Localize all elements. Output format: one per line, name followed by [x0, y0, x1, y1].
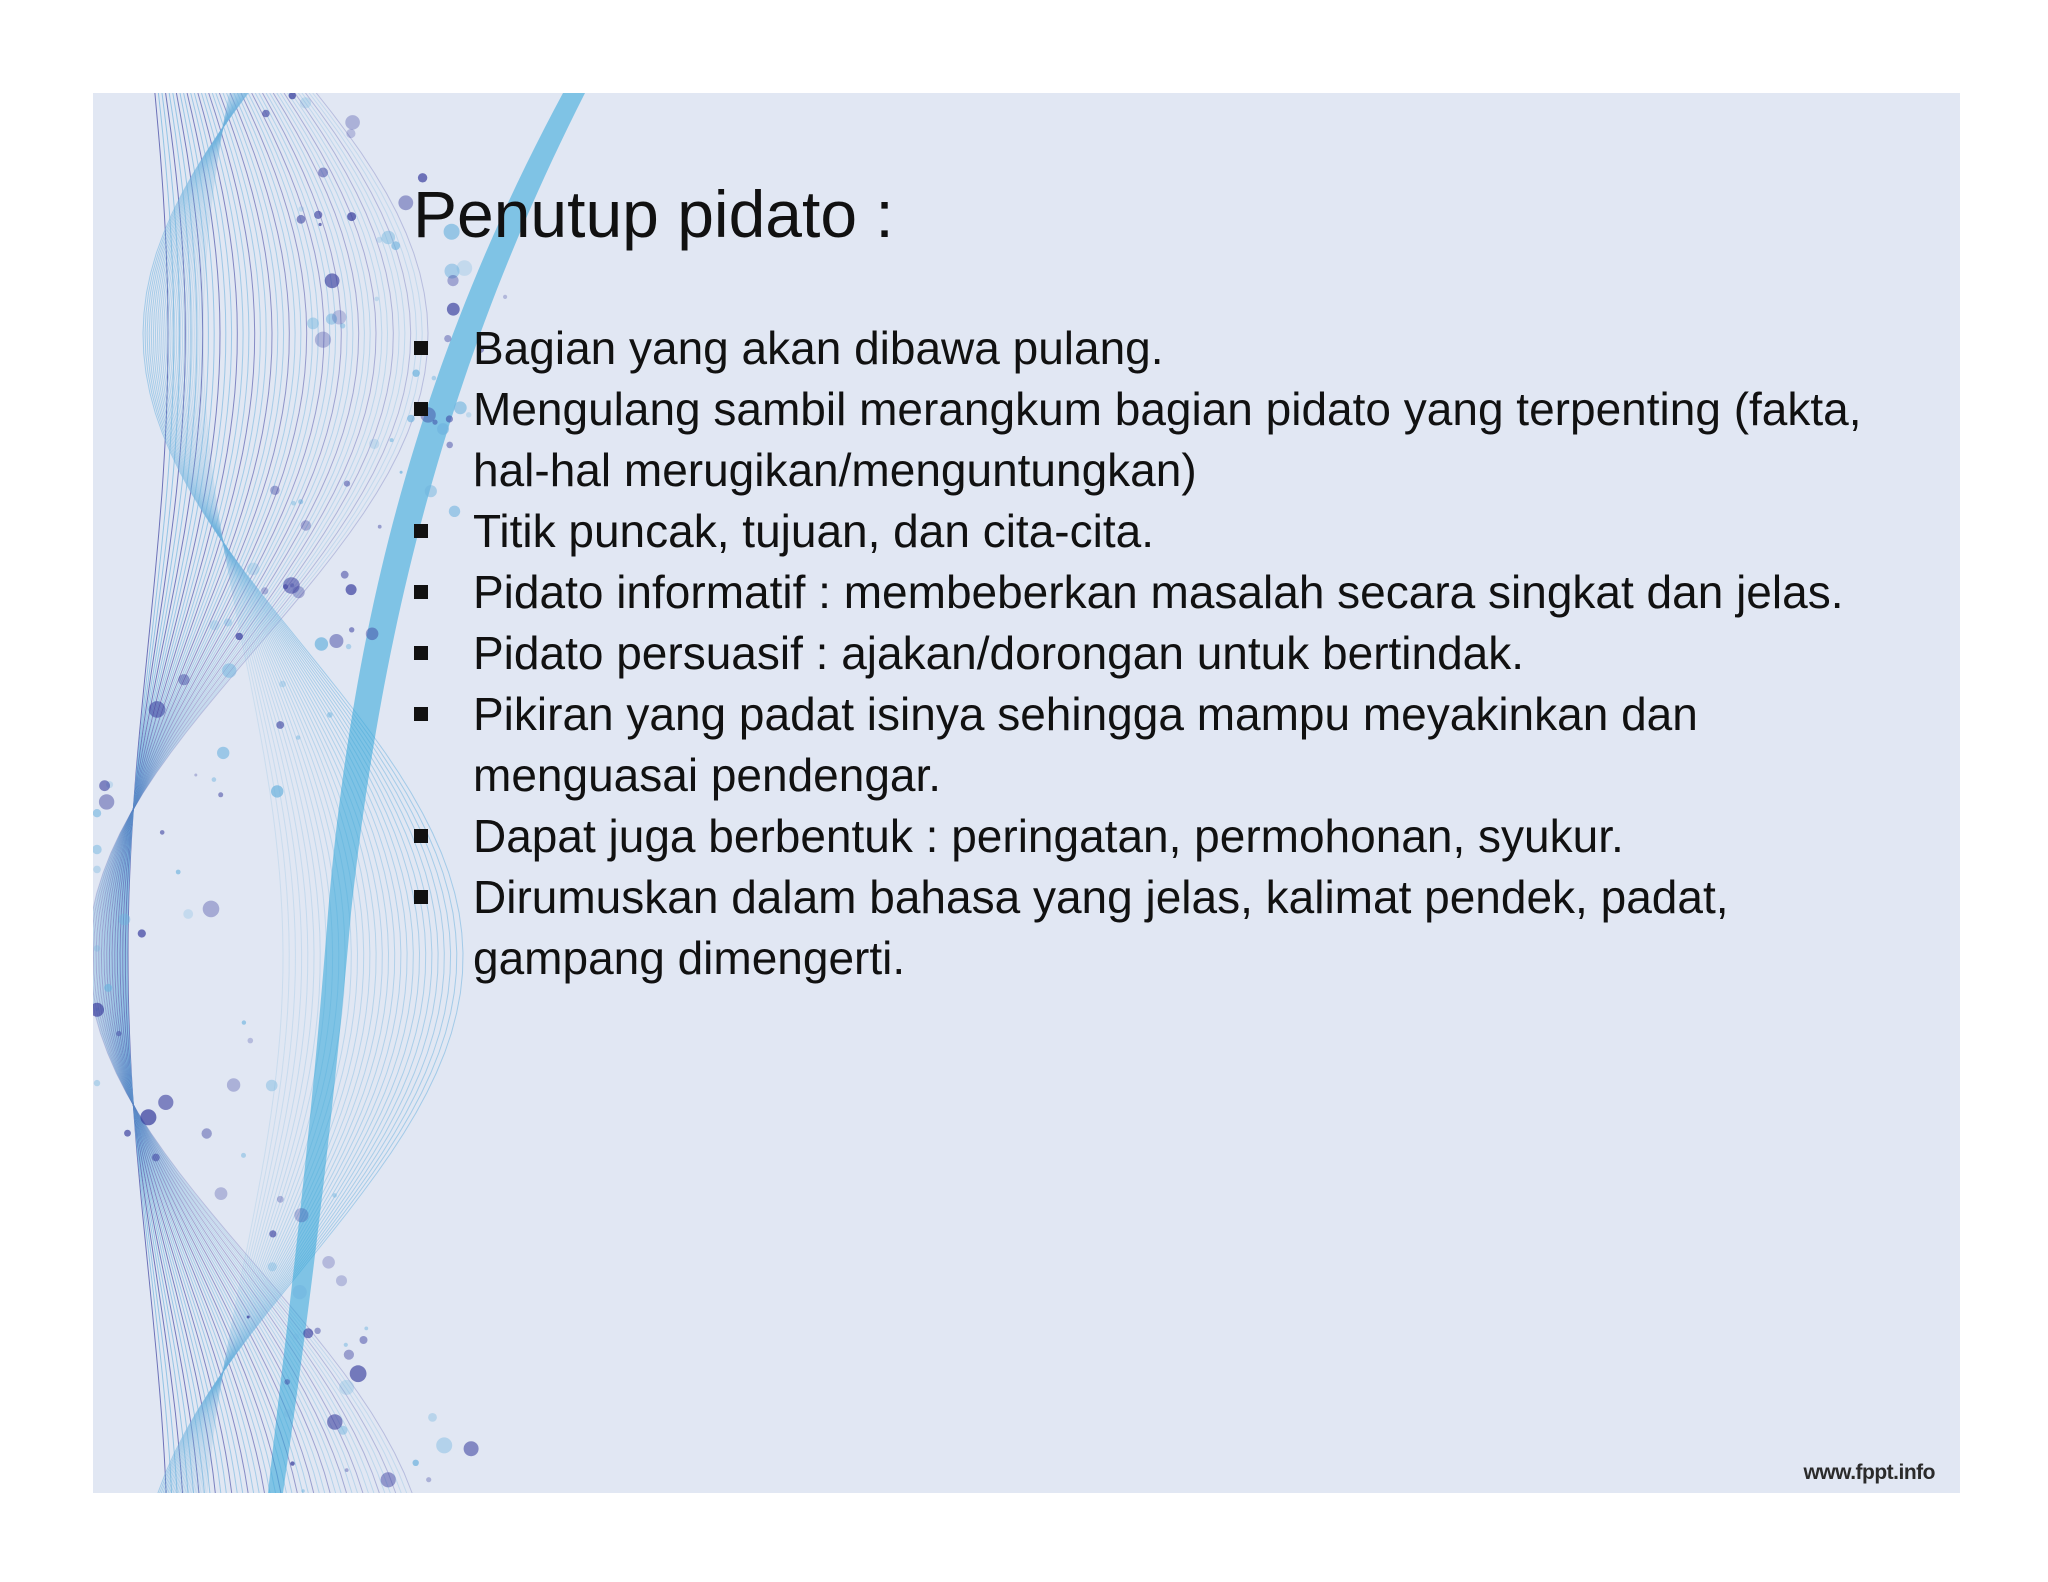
bubble-dot	[247, 563, 260, 576]
bullet-item	[413, 806, 1913, 867]
bubble-dot	[271, 785, 283, 797]
bubble-dot	[341, 571, 349, 579]
bubble-dot	[212, 777, 217, 782]
bullet-text: Pidato persuasif : ajakan/dorongan untuk bertindak.	[473, 627, 1525, 679]
bullet-item	[413, 562, 1913, 623]
bullet-item	[413, 501, 1913, 562]
bubble-dot	[327, 712, 333, 718]
bullet-text: Dirumuskan dalam bahasa yang jelas, kalimat pendek, padat, gampang dimengerti.	[473, 871, 1729, 984]
bubble-dot	[428, 1413, 437, 1422]
bubble-dot	[160, 830, 165, 835]
bubble-dot	[332, 1193, 337, 1198]
bubble-dot	[381, 1472, 396, 1487]
bubble-dot	[119, 914, 131, 926]
bubble-dot	[296, 735, 300, 739]
bubble-dot	[284, 1409, 292, 1417]
bubble-dot	[447, 303, 460, 316]
bubble-dot	[345, 1468, 349, 1472]
bubble-dot	[284, 1379, 290, 1385]
square-bullet-icon	[414, 646, 428, 660]
wave-line	[182, 93, 345, 1493]
bubble-dot	[301, 1489, 304, 1492]
square-bullet-icon	[414, 829, 428, 843]
bubble-dot	[344, 1350, 354, 1360]
bubble-dot	[227, 1078, 240, 1091]
bubble-dot	[291, 501, 296, 506]
bubble-dot	[104, 984, 112, 992]
square-bullet-icon	[414, 890, 428, 904]
bubble-dot	[346, 584, 357, 595]
bubble-dot	[279, 681, 286, 688]
bubble-dot	[215, 1187, 228, 1200]
bubble-dot	[314, 1328, 320, 1334]
bubble-dot	[247, 1316, 250, 1319]
square-bullet-icon	[414, 585, 428, 599]
bubble-dot	[413, 1460, 419, 1466]
bubble-dot	[325, 273, 340, 288]
bubble-dot	[346, 129, 355, 138]
bubble-dot	[436, 1437, 452, 1453]
bubble-dot	[307, 318, 319, 330]
square-bullet-icon	[414, 402, 428, 416]
bubble-dot	[339, 1380, 354, 1395]
bubble-dot	[298, 499, 303, 504]
bubble-dot	[315, 637, 328, 650]
bubble-dot	[269, 1230, 276, 1237]
bubble-dot	[149, 701, 166, 718]
bubble-dot	[318, 168, 328, 178]
bubble-dot	[378, 525, 382, 529]
bubble-dot	[270, 486, 279, 495]
bullet-item	[413, 684, 1913, 806]
bubble-dot	[217, 747, 229, 759]
bubble-dot	[303, 1328, 313, 1338]
bubble-dot	[350, 1365, 367, 1382]
wave-line	[128, 93, 168, 1493]
bubble-dot	[194, 774, 197, 777]
bubble-dot	[277, 1196, 284, 1203]
bubble-dot	[360, 1336, 368, 1344]
bubble-dot	[210, 620, 220, 630]
bubble-dot	[116, 1031, 121, 1036]
slide	[93, 93, 1960, 1493]
square-bullet-icon	[414, 707, 428, 721]
footer-url: www.fppt.info	[1803, 1461, 1935, 1484]
bubble-dot	[319, 223, 322, 226]
bullet-text: Titik puncak, tujuan, dan cita-cita.	[473, 505, 1154, 557]
bubble-dot	[300, 97, 311, 108]
bubble-dot	[293, 1285, 307, 1299]
bubble-dot	[297, 215, 306, 224]
bubble-dot	[327, 1414, 342, 1429]
bubble-dot	[332, 310, 346, 324]
bubble-dot	[94, 945, 101, 952]
bubble-dot	[464, 1441, 479, 1456]
bubble-dot	[503, 295, 507, 299]
bubble-dot	[315, 332, 331, 348]
bullet-text: Bagian yang akan dibawa pulang.	[473, 322, 1164, 374]
bubble-dot	[336, 1275, 347, 1286]
bullet-item	[413, 318, 1913, 379]
bubble-dot	[374, 297, 379, 302]
bullet-item	[413, 623, 1913, 684]
bubble-dot	[426, 1477, 431, 1482]
bubble-dot	[290, 1461, 294, 1465]
bubble-dot	[447, 275, 458, 286]
bubble-dot	[329, 634, 343, 648]
bubble-dot	[366, 628, 379, 641]
bubble-dot	[236, 633, 243, 640]
bubble-dot	[202, 1128, 212, 1138]
bubble-dot	[349, 627, 354, 632]
bubble-dot	[364, 1327, 368, 1331]
bubble-dot	[203, 901, 220, 918]
square-bullet-icon	[414, 341, 428, 355]
bubble-dot	[369, 439, 379, 449]
bullet-item	[413, 867, 1913, 989]
bubble-dot	[400, 471, 403, 474]
bullet-text: Dapat juga berbentuk : peringatan, permohonan, syukur.	[473, 810, 1624, 862]
bubble-dot	[390, 438, 394, 442]
bubble-dot	[224, 619, 232, 627]
bubble-dot	[94, 1080, 100, 1086]
bubble-dot	[222, 663, 236, 677]
square-bullet-icon	[414, 524, 428, 538]
bubble-dot	[346, 644, 351, 649]
bubble-dot	[322, 1256, 335, 1269]
bubble-dot	[299, 206, 305, 212]
bubble-dot	[93, 845, 102, 854]
bubble-dot	[99, 780, 110, 791]
bubble-dot	[347, 212, 356, 221]
bubble-dot	[382, 231, 396, 245]
bubble-dot	[294, 1208, 308, 1222]
bullet-list	[413, 318, 1913, 989]
bubble-dot	[344, 1343, 348, 1347]
bubble-dot	[301, 520, 311, 530]
bubble-dot	[398, 195, 413, 210]
bubble-dot	[276, 721, 284, 729]
bubble-dot	[314, 211, 322, 219]
bubble-dot	[99, 794, 114, 809]
bubble-dot	[183, 909, 193, 919]
bullet-text: Pidato informatif : membeberkan masalah secara singkat dan jelas.	[473, 566, 1844, 618]
bubble-dot	[158, 1095, 173, 1110]
bubble-dot	[268, 1262, 277, 1271]
bubble-dot	[152, 1154, 160, 1162]
bubble-dot	[266, 1080, 278, 1092]
bubble-dot	[241, 1153, 246, 1158]
bubble-dot	[218, 792, 223, 797]
bubble-dot	[93, 866, 101, 874]
bubble-dot	[376, 237, 382, 243]
bubble-dot	[138, 929, 146, 937]
bubble-dot	[248, 1038, 254, 1044]
bullet-text: Pikiran yang padat isinya sehingga mampu meyakinkan dan menguasai pendengar.	[473, 688, 1698, 801]
bubble-dot	[176, 870, 181, 875]
bubble-dot	[124, 1130, 131, 1137]
bubble-dot	[293, 1333, 299, 1339]
bubble-dot	[178, 674, 189, 685]
bullet-item	[413, 379, 1913, 501]
bubble-dot	[262, 110, 270, 118]
bubble-dot	[344, 481, 350, 487]
bubble-dot	[293, 586, 305, 598]
bubble-dot	[93, 809, 101, 817]
bubble-dot	[345, 115, 360, 130]
bubble-dot	[242, 1020, 246, 1024]
bullet-text: Mengulang sambil merangkum bagian pidato yang terpenting (fakta, hal-hal merugikan/menguntungkan)	[473, 383, 1862, 496]
slide-title: Penutup pidato :	[413, 177, 894, 251]
bubble-dot	[140, 1109, 156, 1125]
bubble-dot	[261, 587, 268, 594]
